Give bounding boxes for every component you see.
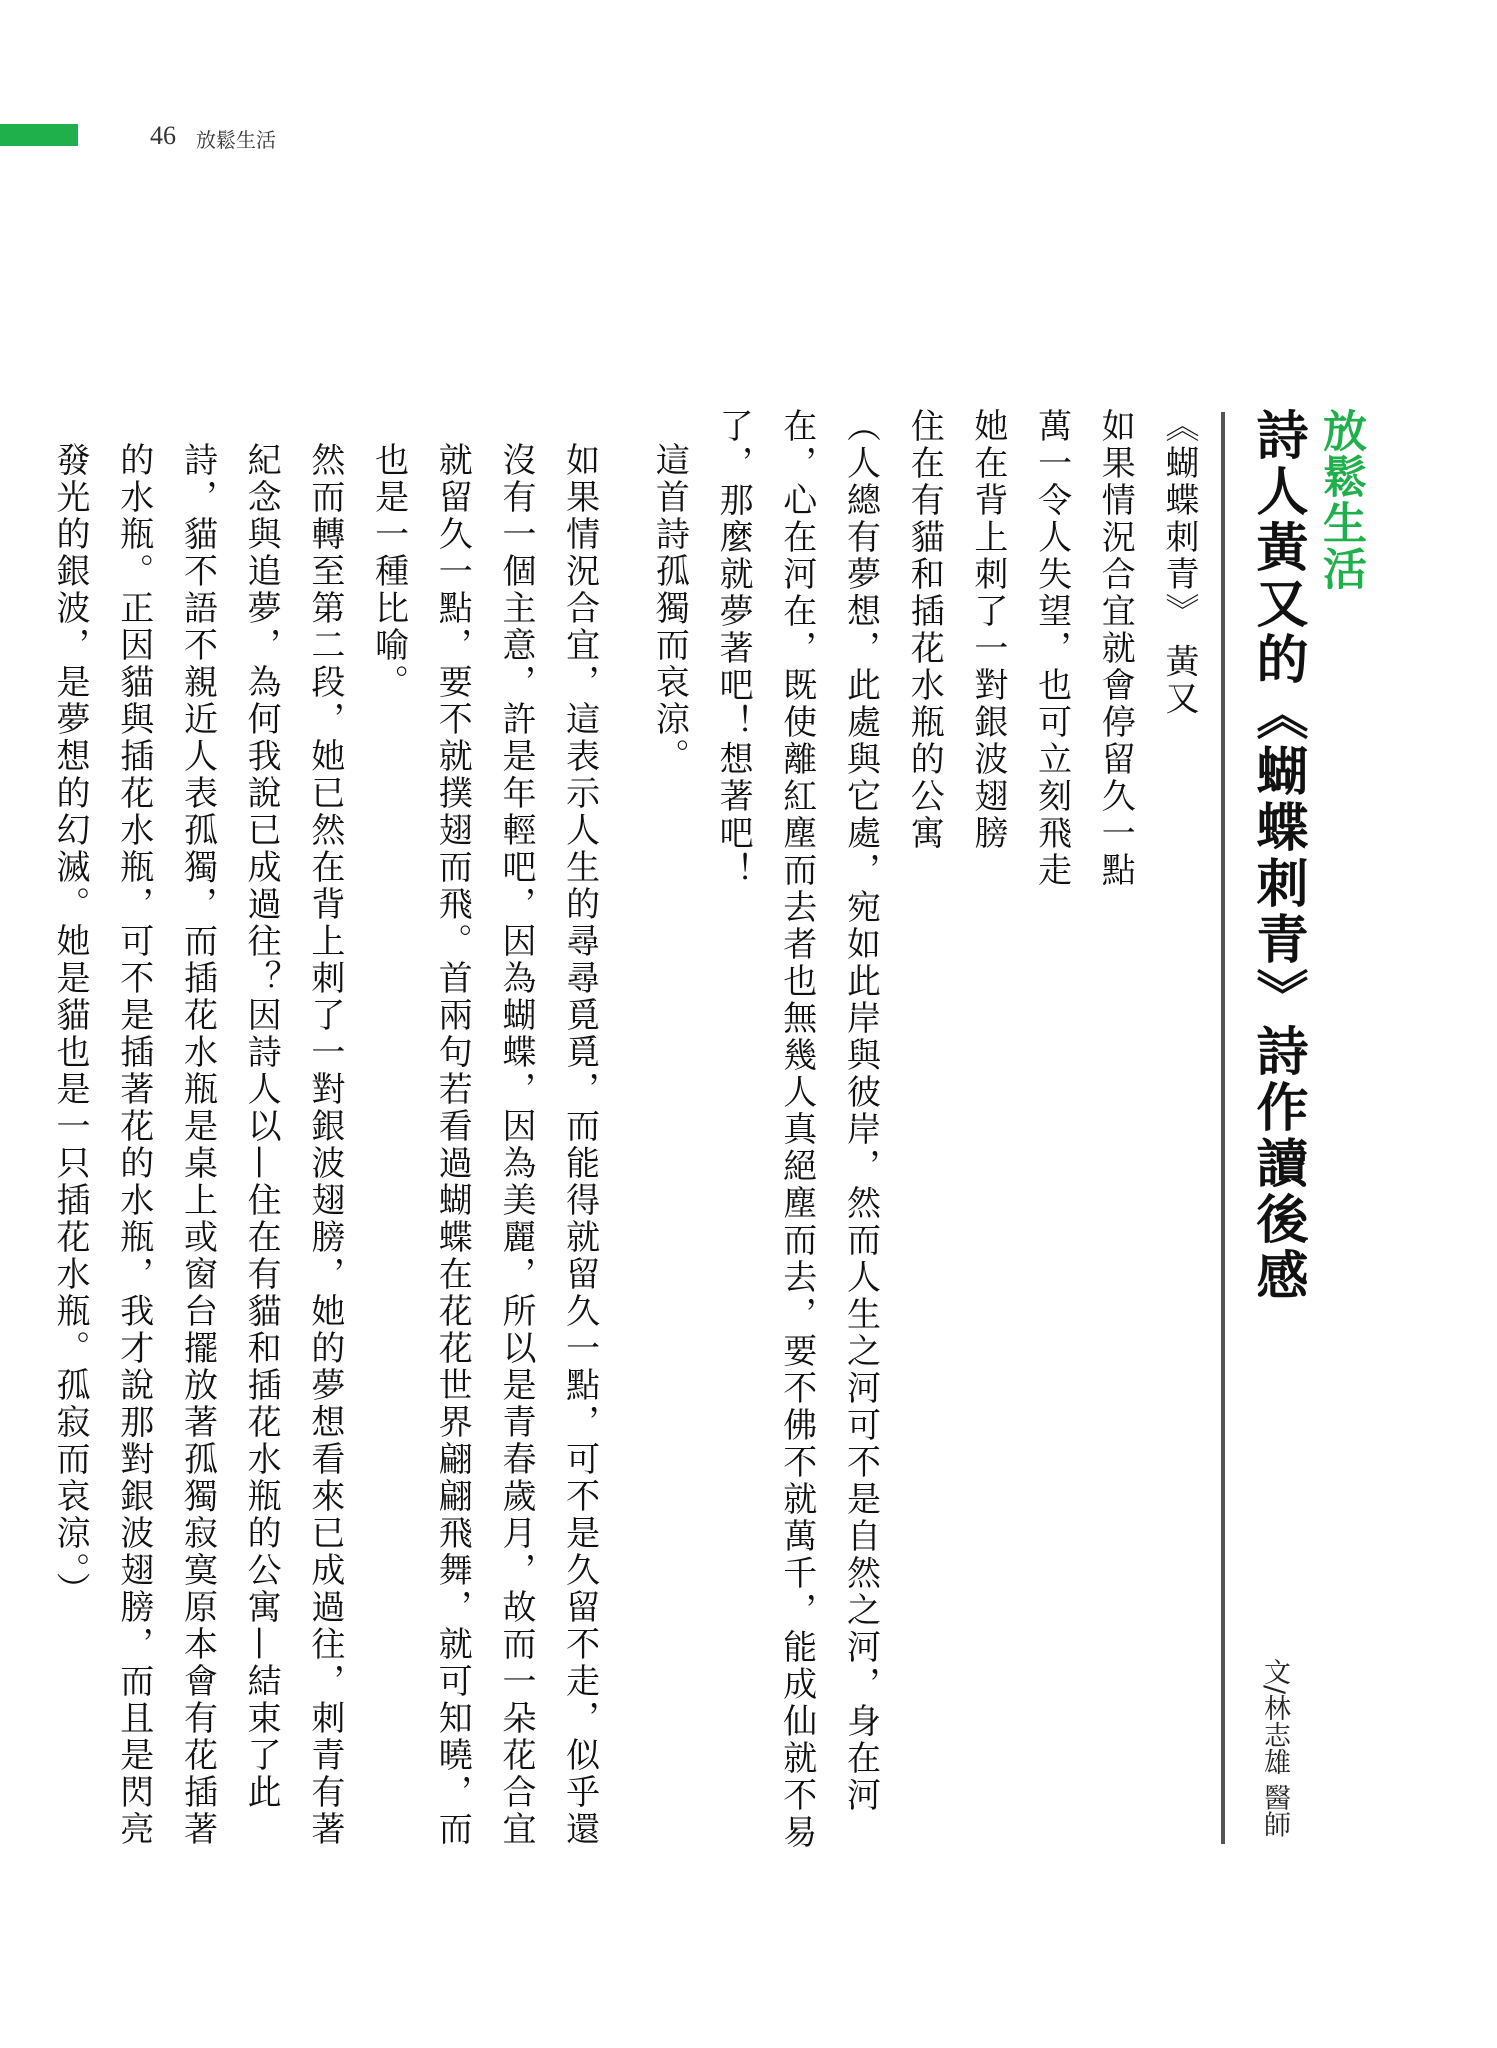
paragraph: 這首詩孤獨而哀涼。 [649, 442, 690, 775]
category-label: 放鬆生活 [1315, 408, 1366, 592]
author-byline: 文/林志雄 醫師 [1259, 1658, 1290, 1838]
article-title: 詩人黃又的《蝴蝶刺青》詩作讀後感 [1247, 408, 1307, 1304]
paragraph: 然而轉至第二段，她已然在背上刺了一對銀波翅膀，她的夢想看來已成過往，刺青有著紀念與追夢，為何我說已成過往？因詩人以—住在有貓和插花水瓶的公寓—結束了此詩，貓不語不親近人表孤獨，而插花水瓶是桌上或窗台擺放著孤獨寂寞原本會有花插著的水瓶。正因貓與插花水瓶，可不是插著花的水瓶，我才說那對銀波翅膀，而且是閃亮發光的銀波，是夢想的幻滅。她是貓也是一只插花水瓶。孤寂而哀涼。） [50, 442, 345, 1848]
title-divider [1221, 412, 1225, 1844]
poem-line: 住在有貓和插花水瓶的公寓 [904, 408, 945, 852]
article-body [37, 408, 1210, 1856]
poem-heading: 《蝴蝶刺青》 黃又 [1159, 408, 1199, 718]
section-color-bar [0, 124, 78, 146]
aside-paragraph: （人總有夢想，此處與它處，宛如此岸與彼岸，然而人生之河可不是自然之河，身在河在，心在河在，既使離紅塵而去者也無幾人真絕塵而去，要不佛不就萬千，能成仙就不易了，那麼就夢著吧！想著吧！ [713, 408, 881, 1851]
running-header-title: 放鬆生活 [196, 128, 276, 152]
poem-line: 如果情況合宜就會停留久一點 [1095, 408, 1136, 889]
poem-line: 她在背上刺了一對銀波翅膀 [967, 408, 1008, 852]
poem-line: 萬一令人失望，也可立刻飛走 [1031, 408, 1072, 889]
paragraph: 如果情況合宜，這表示人生的尋尋覓覓，而能得就留久一點，可不是久留不走，似乎還沒有一個主意，許是年輕吧，因為蝴蝶，因為美麗，所以是青春歲月，故而一朵花合宜就留久一點，要不就撲翅而飛。首兩句若看過蝴蝶在花花世界翩翩飛舞，就可知曉，而也是一種比喻。 [368, 442, 600, 1848]
page-number: 46 [150, 121, 176, 150]
